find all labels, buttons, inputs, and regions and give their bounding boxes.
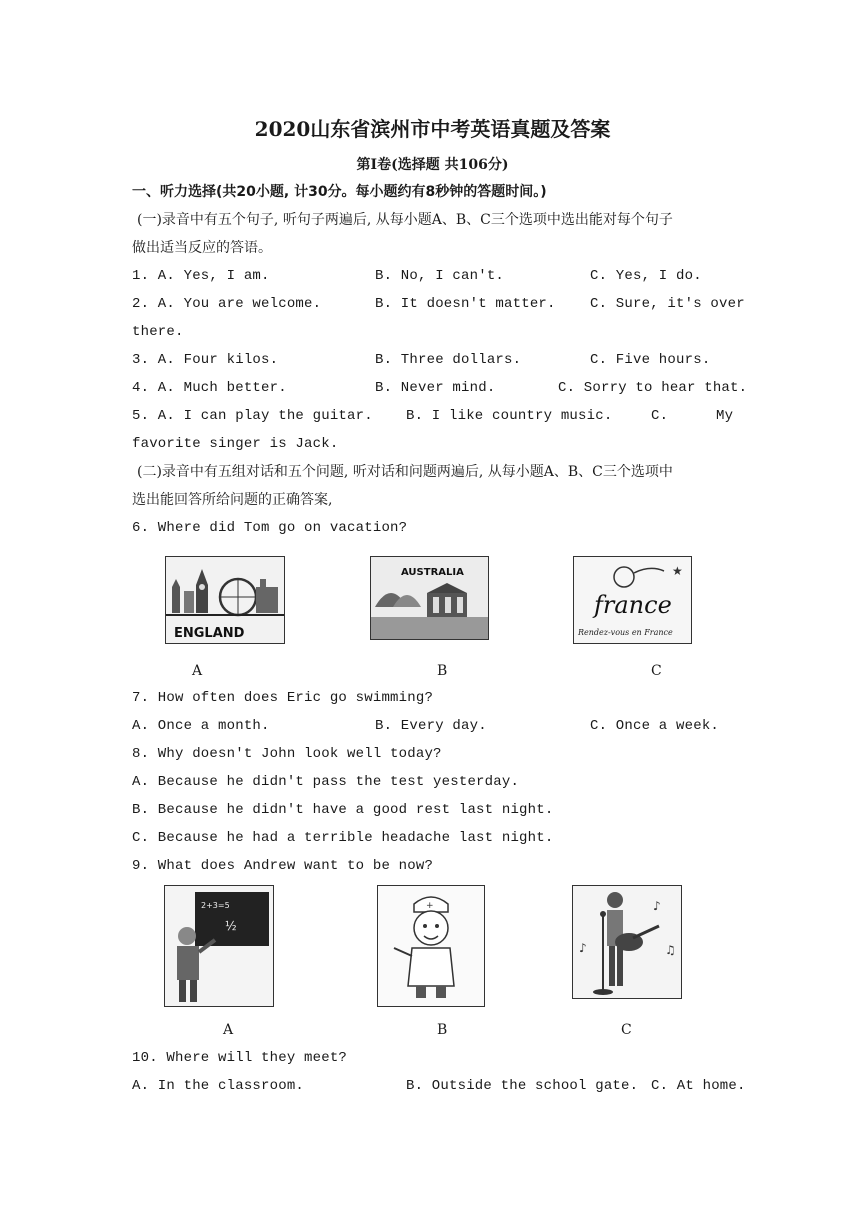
svg-text:♪: ♪ — [579, 941, 587, 955]
q6-label-a: A — [192, 663, 203, 679]
part1-instructions: (一)录音中有五个句子, 听句子两遍后, 从每小题A、B、C三个选项中选出能对每个句子 — [137, 212, 673, 228]
svg-text:♪: ♪ — [653, 899, 661, 913]
q1-option-a: 1. A. Yes, I am. — [132, 268, 270, 284]
q9-label-b: B — [437, 1022, 448, 1038]
q7-option-b: B. Every day. — [375, 718, 487, 734]
q6-label-b: B — [437, 663, 448, 679]
teacher-picture — [164, 885, 274, 1007]
singer-picture — [572, 885, 682, 999]
q8-question: 8. Why doesn't John look well today? — [132, 746, 442, 762]
q2-option-c-cont: there. — [132, 324, 184, 340]
france-picture — [573, 556, 692, 644]
q8-option-c: C. Because he had a terrible headache last night. — [132, 830, 554, 846]
q9-label-c: C — [621, 1022, 632, 1038]
q5-option-c-letter: C. — [651, 408, 669, 424]
part2-instructions: (二)录音中有五组对话和五个问题, 听对话和问题两遍后, 从每小题A、B、C三个选项中 — [137, 464, 673, 480]
q4-option-a: 4. A. Much better. — [132, 380, 287, 396]
svg-text:♫: ♫ — [665, 943, 676, 957]
england-caption: ENGLAND — [174, 626, 245, 641]
paper-subtitle: 第Ⅰ卷(选择题 共106分) — [356, 157, 509, 173]
q10-question: 10. Where will they meet? — [132, 1050, 348, 1066]
q3-option-c: C. Five hours. — [590, 352, 711, 368]
section-heading: 一、听力选择(共20小题, 计30分。每小题约有8秒钟的答题时间。) — [132, 184, 547, 200]
part1-instructions-cont: 做出适当反应的答语。 — [132, 240, 272, 256]
england-picture — [165, 556, 285, 644]
q10-option-c: C. At home. — [651, 1078, 746, 1094]
q6-question: 6. Where did Tom go on vacation? — [132, 520, 408, 536]
svg-text:½: ½ — [225, 919, 237, 933]
q8-option-b: B. Because he didn't have a good rest last night. — [132, 802, 554, 818]
q1-option-b: B. No, I can't. — [375, 268, 505, 284]
svg-text:+: + — [426, 901, 434, 911]
q1-option-c: C. Yes, I do. — [590, 268, 702, 284]
q10-option-b: B. Outside the school gate. — [406, 1078, 639, 1094]
q3-option-a: 3. A. Four kilos. — [132, 352, 279, 368]
australia-picture — [370, 556, 489, 640]
q5-option-a: 5. A. I can play the guitar. — [132, 408, 373, 424]
q7-option-a: A. Once a month. — [132, 718, 270, 734]
france-tagline: Rendez-vous en France — [578, 628, 673, 637]
q8-option-a: A. Because he didn't pass the test yesterday. — [132, 774, 520, 790]
part2-instructions-cont: 选出能回答所给问题的正确答案, — [132, 492, 333, 508]
svg-text:★: ★ — [672, 564, 683, 578]
q5-option-c-start: My — [716, 408, 734, 424]
q7-question: 7. How often does Eric go swimming? — [132, 690, 434, 706]
q5-option-b: B. I like country music. — [406, 408, 613, 424]
q2-option-b: B. It doesn't matter. — [375, 296, 556, 312]
australia-caption: AUSTRALIA — [401, 567, 464, 578]
france-caption: france — [594, 591, 672, 619]
q9-label-a: A — [223, 1022, 234, 1038]
q4-option-b: B. Never mind. — [375, 380, 496, 396]
page-title: 2020山东省滨州市中考英语真题及答案 — [254, 117, 611, 141]
q2-option-a: 2. A. You are welcome. — [132, 296, 322, 312]
q10-option-a: A. In the classroom. — [132, 1078, 305, 1094]
board-text: 2+3=5 — [201, 901, 230, 910]
q7-option-c: C. Once a week. — [590, 718, 720, 734]
q5-option-c-cont: favorite singer is Jack. — [132, 436, 339, 452]
doctor-picture — [377, 885, 485, 1007]
q2-option-c: C. Sure, it's over — [590, 296, 745, 312]
q9-question: 9. What does Andrew want to be now? — [132, 858, 434, 874]
q4-option-c: C. Sorry to hear that. — [558, 380, 748, 396]
q6-label-c: C — [651, 663, 662, 679]
q3-option-b: B. Three dollars. — [375, 352, 522, 368]
